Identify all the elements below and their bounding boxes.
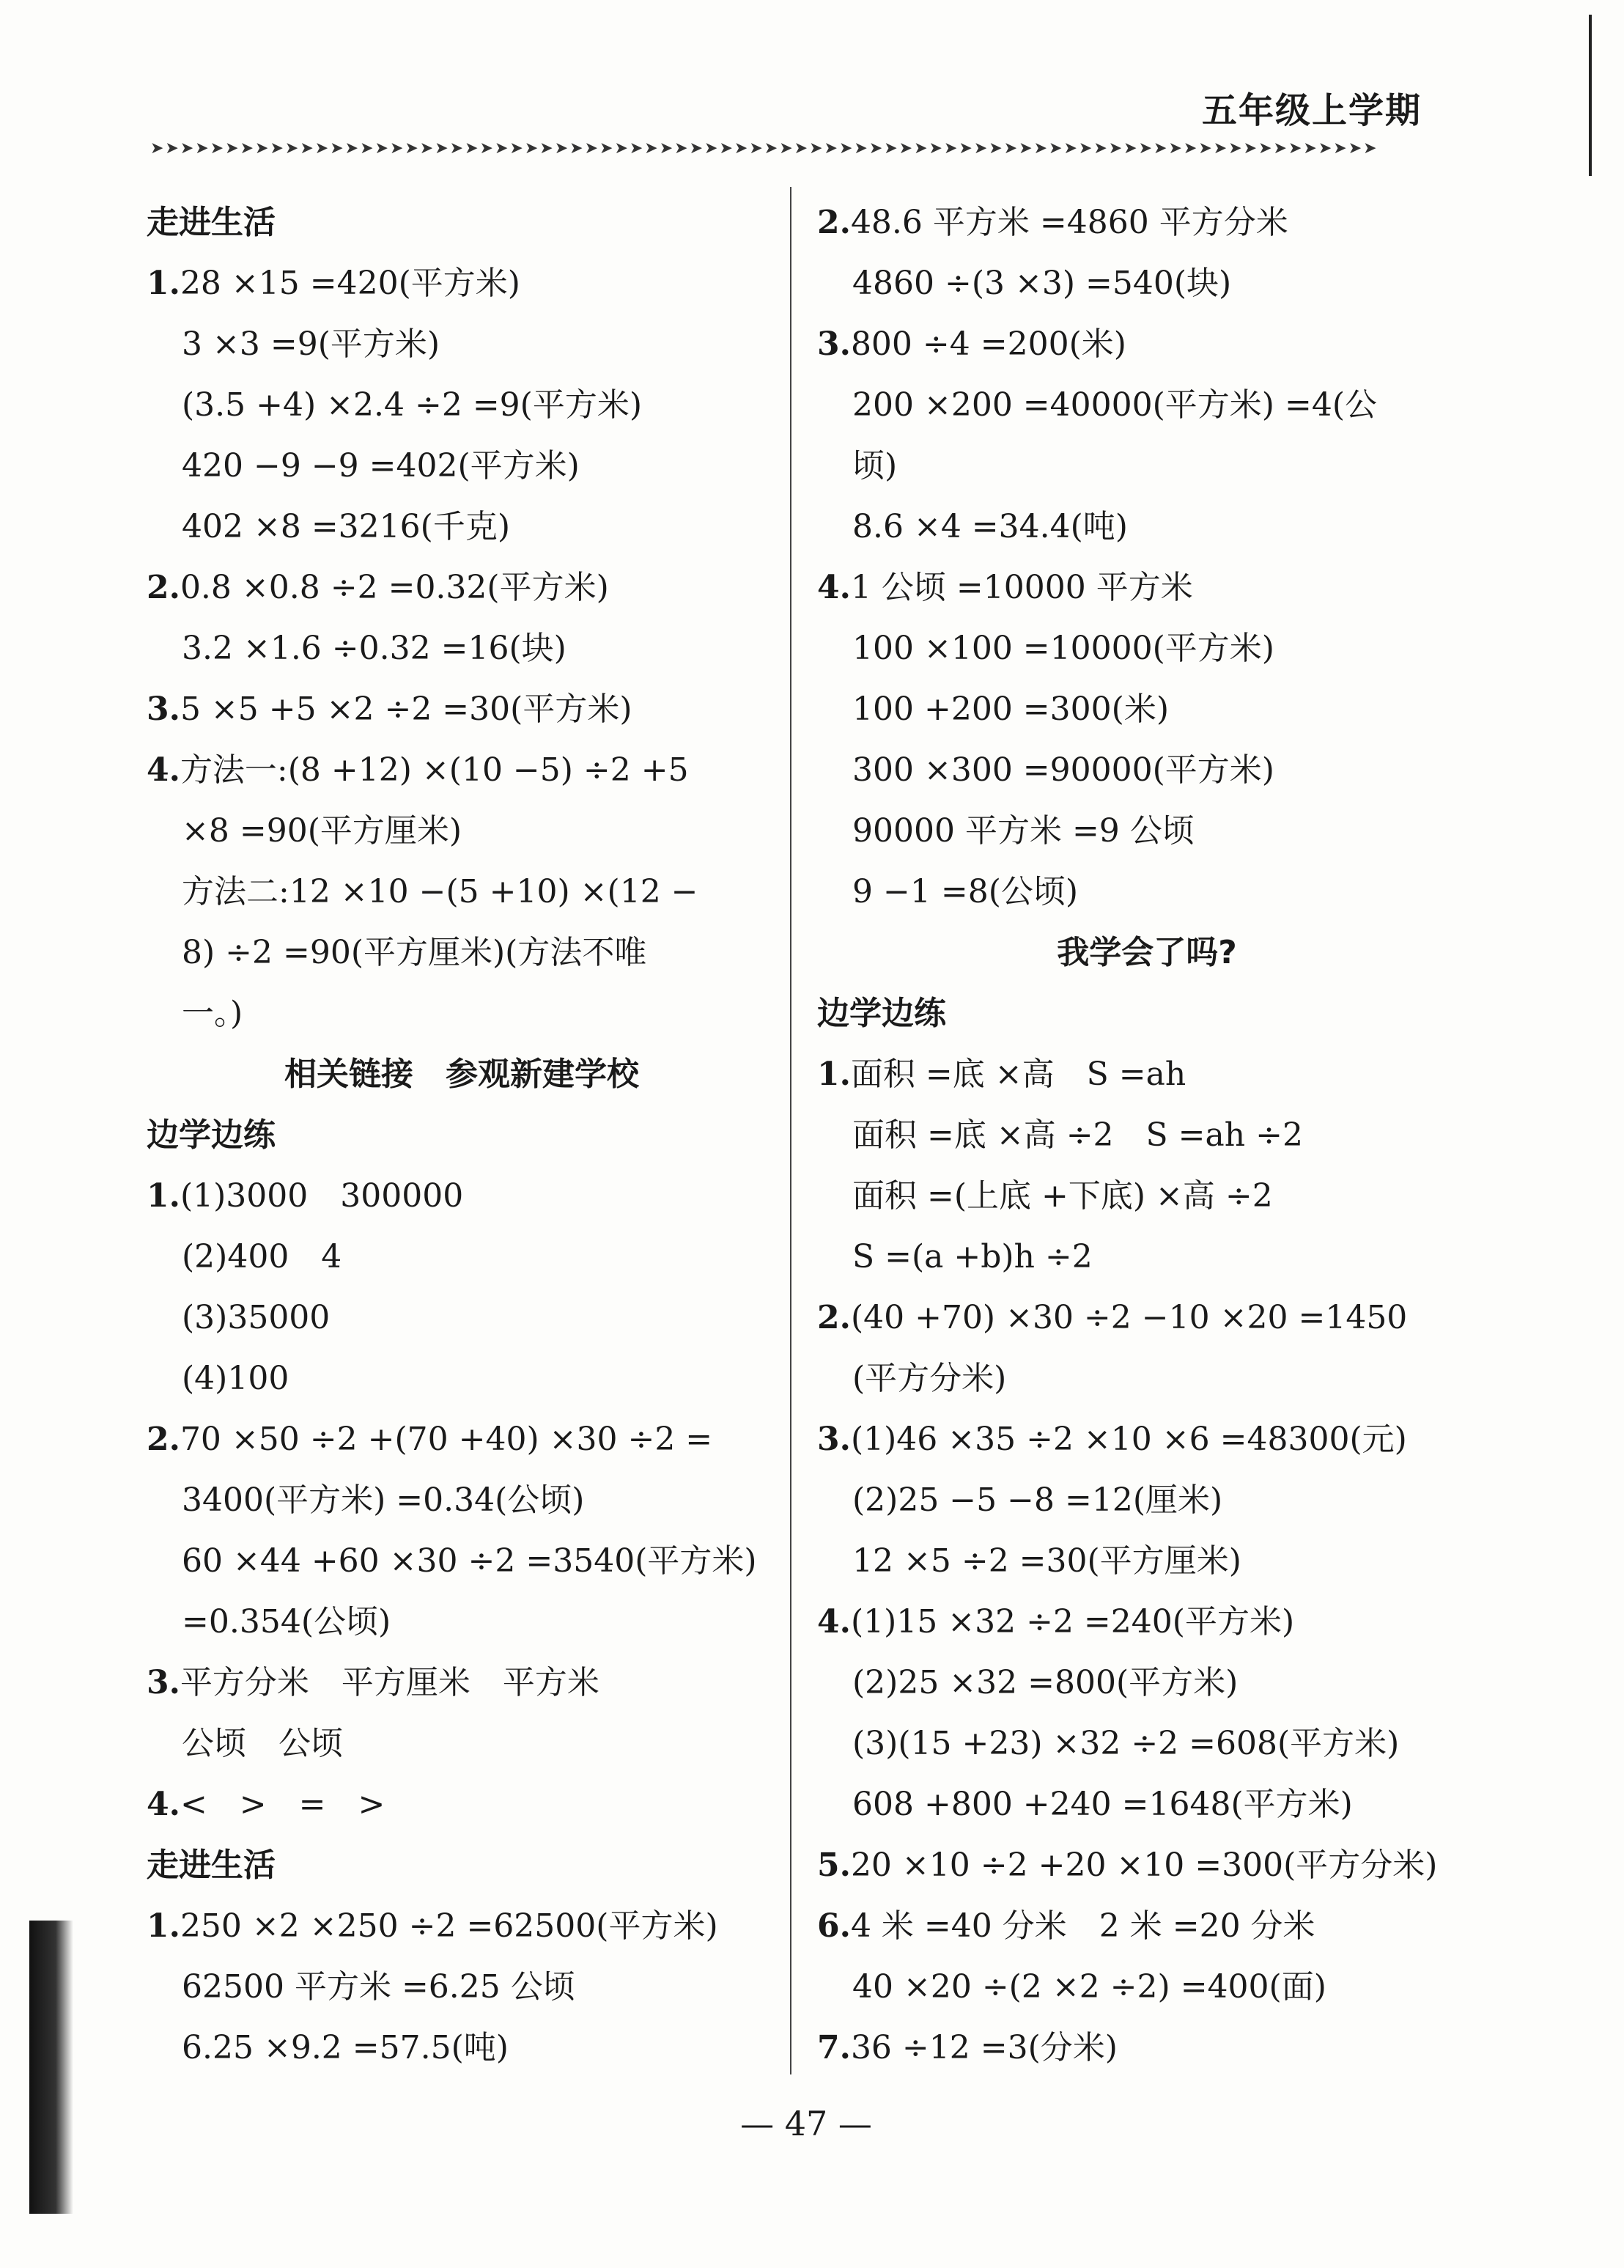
answer-line: 公顷 公顷 xyxy=(182,1725,343,1762)
item-text: < > = > xyxy=(180,1786,385,1823)
answer-line: 一。) xyxy=(182,995,243,1032)
answer-item xyxy=(817,1896,1477,1956)
section-title: 走进生活 xyxy=(147,1847,276,1884)
answer-line: (2)25 −5 −8 =12(厘米) xyxy=(852,1481,1223,1519)
answer-item xyxy=(147,679,777,740)
answer-line: 3 ×3 =9(平方米) xyxy=(182,325,440,363)
answer-line: 300 ×300 =90000(平方米) xyxy=(852,751,1274,789)
answer-line: 12 ×5 ÷2 =30(平方厘米) xyxy=(852,1542,1241,1580)
item-number: 3. xyxy=(817,325,851,363)
item-number: 5. xyxy=(817,1847,851,1884)
item-number: 1. xyxy=(147,1177,180,1215)
answer-item xyxy=(817,1287,1477,1348)
answer-line: 3.2 ×1.6 ÷0.32 =16(块) xyxy=(182,630,566,667)
answer-line: 面积 =(上底 +下底) ×高 ÷2 xyxy=(852,1177,1273,1215)
item-number: 2. xyxy=(147,569,180,606)
answer-item xyxy=(147,1652,777,1713)
item-text: 4 米 =40 分米 2 米 =20 分米 xyxy=(850,1907,1315,1945)
answer-item xyxy=(147,1896,777,1956)
section-title: 走进生活 xyxy=(147,204,276,241)
answer-line: (3)35000 xyxy=(182,1299,331,1336)
item-text: (40 +70) ×30 ÷2 −10 ×20 =1450 xyxy=(850,1299,1408,1336)
answer-line: 62500 平方米 =6.25 公顷 xyxy=(182,1968,575,2006)
answer-line: S =(a +b)h ÷2 xyxy=(852,1238,1093,1275)
answer-line: 顷) xyxy=(852,447,898,485)
answer-line: (4)100 xyxy=(182,1360,289,1397)
answer-item xyxy=(817,1835,1477,1896)
item-number: 2. xyxy=(817,1299,851,1336)
item-text: 方法一:(8 +12) ×(10 −5) ÷2 +5 xyxy=(180,751,689,789)
answer-line: 100 +200 =300(米) xyxy=(852,691,1169,728)
column-divider xyxy=(790,187,791,2074)
answer-line: (3)(15 +23) ×32 ÷2 =608(平方米) xyxy=(852,1725,1400,1762)
item-number: 2. xyxy=(147,1421,180,1458)
item-text: 28 ×15 =420(平方米) xyxy=(180,265,520,302)
answer-item xyxy=(817,192,1477,253)
answer-line: (平方分米) xyxy=(852,1360,1007,1397)
answer-line: 402 ×8 =3216(千克) xyxy=(182,508,510,545)
answer-line: (2)25 ×32 =800(平方米) xyxy=(852,1664,1239,1701)
item-text: 250 ×2 ×250 ÷2 =62500(平方米) xyxy=(180,1907,718,1945)
item-number: 1. xyxy=(147,1907,180,1945)
answer-line: 6.25 ×9.2 =57.5(吨) xyxy=(182,2029,509,2066)
answer-line: 200 ×200 =40000(平方米) =4(公 xyxy=(852,386,1377,424)
subheading: 相关链接 参观新建学校 xyxy=(284,1056,639,1093)
item-number: 7. xyxy=(817,2029,851,2066)
item-number: 3. xyxy=(817,1421,851,1458)
item-number: 3. xyxy=(147,691,180,728)
answer-line: 8) ÷2 =90(平方厘米)(方法不唯 xyxy=(182,934,647,971)
item-text: 70 ×50 ÷2 +(70 +40) ×30 ÷2 = xyxy=(180,1421,713,1458)
subheading: 我学会了吗? xyxy=(1057,934,1237,971)
item-text: (1)46 ×35 ÷2 ×10 ×6 =48300(元) xyxy=(850,1421,1407,1458)
item-text: (1)3000 300000 xyxy=(180,1177,464,1215)
item-text: 20 ×10 ÷2 +20 ×10 =300(平方分米) xyxy=(850,1847,1438,1884)
item-number: 3. xyxy=(147,1664,180,1701)
answer-line: 4860 ÷(3 ×3) =540(块) xyxy=(852,265,1232,302)
answer-line: 面积 =底 ×高 ÷2 S =ah ÷2 xyxy=(852,1116,1303,1154)
right-column xyxy=(817,192,1477,2078)
item-text: (1)15 ×32 ÷2 =240(平方米) xyxy=(850,1603,1295,1641)
page-header-title: 五年级上学期 xyxy=(1201,90,1422,131)
item-text: 1 公顷 =10000 平方米 xyxy=(850,569,1193,606)
item-text: 面积 =底 ×高 S =ah xyxy=(850,1056,1186,1093)
item-number: 1. xyxy=(817,1056,851,1093)
item-number: 1. xyxy=(147,265,180,302)
section-title: 边学边练 xyxy=(147,1116,276,1154)
answer-item xyxy=(817,1591,1477,1652)
left-column xyxy=(147,192,777,2078)
answer-line: 40 ×20 ÷(2 ×2 ÷2) =400(面) xyxy=(852,1968,1326,2006)
answer-line: =0.354(公顷) xyxy=(182,1603,391,1641)
answer-line: (3.5 +4) ×2.4 ÷2 =9(平方米) xyxy=(182,386,643,424)
answer-line: 3400(平方米) =0.34(公顷) xyxy=(182,1481,585,1519)
scan-shadow-left xyxy=(29,1921,73,2214)
answer-item xyxy=(817,557,1477,618)
answer-line: 90000 平方米 =9 公顷 xyxy=(852,812,1195,850)
answer-item xyxy=(147,1166,777,1226)
header-arrow-rule: ➤➤➤➤➤➤➤➤➤➤➤➤➤➤➤➤➤➤➤➤➤➤➤➤➤➤➤➤➤➤➤➤➤➤➤➤➤➤➤➤➤➤➤➤➤➤➤➤➤➤➤➤➤➤➤➤➤➤➤➤➤➤➤➤➤➤➤➤➤➤➤➤➤➤➤➤➤➤➤➤➤➤ xyxy=(150,139,1378,158)
answer-item xyxy=(147,1409,777,1470)
item-text: 48.6 平方米 =4860 平方分米 xyxy=(850,204,1288,241)
answer-item xyxy=(817,1044,1477,1105)
answer-line: ×8 =90(平方厘米) xyxy=(182,812,462,850)
item-number: 4. xyxy=(817,569,851,606)
answer-line: 420 −9 −9 =402(平方米) xyxy=(182,447,580,485)
item-number: 4. xyxy=(147,751,180,789)
item-text: 800 ÷4 =200(米) xyxy=(850,325,1126,363)
answer-item xyxy=(817,1409,1477,1470)
answer-item xyxy=(817,2017,1477,2078)
answer-line: 100 ×100 =10000(平方米) xyxy=(852,630,1274,667)
item-number: 4. xyxy=(147,1786,180,1823)
answer-item xyxy=(817,314,1477,375)
answer-item xyxy=(147,740,777,800)
item-text: 5 ×5 +5 ×2 ÷2 =30(平方米) xyxy=(180,691,632,728)
item-text: 平方分米 平方厘米 平方米 xyxy=(180,1664,599,1701)
item-text: 36 ÷12 =3(分米) xyxy=(850,2029,1118,2066)
item-number: 6. xyxy=(817,1907,851,1945)
answer-item xyxy=(147,1774,777,1835)
item-text: 0.8 ×0.8 ÷2 =0.32(平方米) xyxy=(180,569,609,606)
answer-item xyxy=(147,557,777,618)
page-number: — 47 — xyxy=(740,2104,872,2143)
answer-line: 8.6 ×4 =34.4(吨) xyxy=(852,508,1128,545)
item-number: 2. xyxy=(817,204,851,241)
answer-item xyxy=(147,253,777,314)
answer-line: 60 ×44 +60 ×30 ÷2 =3540(平方米) xyxy=(182,1542,757,1580)
answer-line: 方法二:12 ×10 −(5 +10) ×(12 − xyxy=(182,873,698,910)
scan-shadow-right xyxy=(1589,15,1592,176)
item-number: 4. xyxy=(817,1603,851,1641)
section-title: 边学边练 xyxy=(817,995,946,1032)
answer-line: 608 +800 +240 =1648(平方米) xyxy=(852,1786,1353,1823)
answer-line: 9 −1 =8(公顷) xyxy=(852,873,1079,910)
answer-line: (2)400 4 xyxy=(182,1238,342,1275)
